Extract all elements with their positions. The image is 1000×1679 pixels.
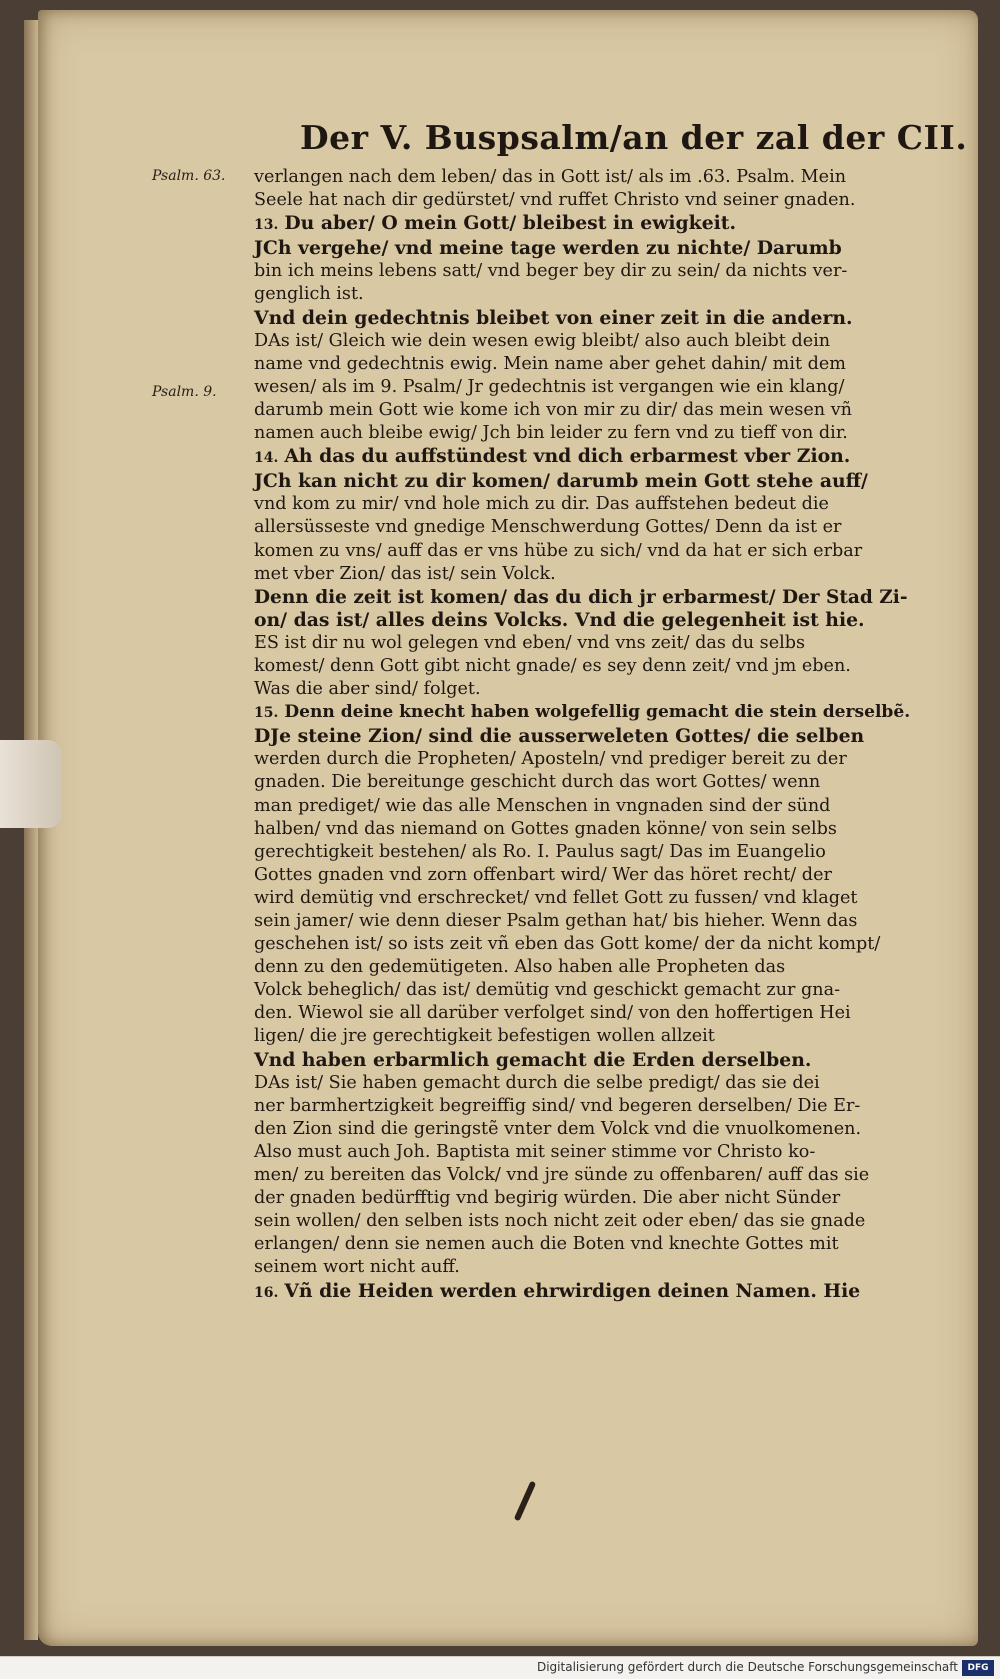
text-line — [254, 330, 914, 353]
margin-note-psalm-63: Psalm. 63. — [152, 168, 226, 184]
text-line — [254, 445, 914, 470]
line-text: Du aber/ O mein Gott/ bleibest in ewigkeit. — [284, 212, 736, 235]
dfg-logo-icon: DFG — [962, 1660, 994, 1676]
text-line — [254, 632, 914, 655]
line-text: Vnd haben erbarmlich gemacht die Erden derselben. — [254, 1048, 812, 1071]
line-text: DJe steine Zion/ sind die ausserweleten Gottes/ die selben — [254, 725, 865, 748]
text-line — [254, 910, 914, 933]
line-text: der gnaden bedürfftig vnd begirig würden. Die aber nicht Sünder — [254, 1188, 841, 1209]
line-text: ner barmhertzigkeit begreiffig sind/ vnd begeren derselben/ Die Er- — [254, 1095, 861, 1116]
verse-number: 16. — [254, 1284, 279, 1301]
line-text: verlangen nach dem leben/ das in Gott ist/ als im .63. Psalm. Mein — [254, 167, 847, 187]
text-line — [254, 1095, 914, 1118]
line-text: darumb mein Gott wie kome ich von mir zu dir/ das mein wesen vñ — [254, 399, 852, 420]
text-line — [254, 516, 914, 539]
line-text: halben/ vnd das niemand on Gottes gnaden könne/ von sein selbs — [254, 818, 837, 839]
text-line — [254, 586, 914, 609]
line-text: den. Wiewol sie all darüber verfolget sind/ von den hoffertigen Hei — [254, 1003, 851, 1024]
verse-number: 13. — [254, 217, 279, 234]
line-text: met vber Zion/ das ist/ sein Volck. — [254, 563, 556, 584]
text-line — [254, 1002, 914, 1025]
line-text: Volck beheglich/ das ist/ demütig vnd geschickt gemacht zur gna- — [254, 980, 841, 1001]
text-line — [254, 609, 914, 632]
text-line — [254, 189, 914, 212]
bookmark-strip — [0, 740, 62, 828]
text-line — [254, 1025, 914, 1048]
text-line — [254, 1210, 914, 1233]
text-line — [254, 376, 914, 399]
line-text: genglich ist. — [254, 284, 364, 305]
page-edge — [24, 20, 38, 1640]
line-text: on/ das ist/ alles deins Volcks. Vnd die gelegenheit ist hie. — [254, 608, 865, 631]
line-text: men/ zu bereiten das Volck/ vnd jre sünde zu offenbaren/ auff das sie — [254, 1165, 870, 1186]
text-line — [254, 1049, 914, 1072]
line-text: gnaden. Die bereitunge geschicht durch das wort Gottes/ wenn — [254, 772, 821, 793]
text-line — [254, 260, 914, 283]
text-line — [254, 748, 914, 771]
text-line — [254, 166, 914, 189]
line-text: Vñ die Heiden werden ehrwirdigen deinen Namen. Hie — [284, 1279, 861, 1302]
text-line — [254, 1256, 914, 1279]
line-text: man prediget/ wie das alle Menschen in vngnaden sind der sünd — [254, 795, 831, 816]
line-text: ligen/ die jre gerechtigkeit befestigen wollen allzeit — [254, 1026, 715, 1047]
text-line — [254, 1118, 914, 1141]
text-line — [254, 1072, 914, 1095]
line-text: Vnd dein gedechtnis bleibet von einer zeit in die andern. — [254, 306, 853, 329]
line-text: bin ich meins lebens satt/ vnd beger bey dir zu sein/ da nichts ver- — [254, 261, 848, 282]
line-text: Was die aber sind/ folget. — [254, 679, 481, 700]
line-text: JCh kan nicht zu dir komen/ darumb mein Gott stehe auff/ — [254, 470, 868, 493]
verse-number: 14. — [254, 450, 279, 467]
line-text: wird demütig vnd erschrecket/ vnd fellet Gott zu fussen/ vnd klaget — [254, 887, 858, 908]
text-line — [254, 887, 914, 910]
margin-note-psalm-9: Psalm. 9. — [152, 384, 217, 400]
text-line — [254, 771, 914, 794]
text-line — [254, 563, 914, 586]
line-text: Seele hat nach dir gedürstet/ vnd ruffet Christo vnd seiner gnaden. — [254, 190, 856, 211]
line-text: Gottes gnaden vnd zorn offenbart wird/ Wer das höret recht/ der — [254, 864, 832, 885]
text-line — [254, 841, 914, 864]
line-text: name vnd gedechtnis ewig. Mein name aber gehet dahin/ mit dem — [254, 353, 846, 374]
line-text: komen zu vns/ auff das er vns hübe zu sich/ vnd da hat er sich erbar — [254, 540, 863, 561]
text-line — [254, 979, 914, 1002]
line-text: seinem wort nicht auff. — [254, 1257, 460, 1278]
line-text: wesen/ als im 9. Psalm/ Jr gedechtnis ist vergangen wie ein klang/ — [254, 376, 845, 397]
text-line — [254, 212, 914, 237]
text-line — [254, 493, 914, 516]
text-line — [254, 1233, 914, 1256]
line-text: namen auch bleibe ewig/ Jch bin leider zu fern vnd zu tieff von dir. — [254, 423, 848, 444]
text-line — [254, 283, 914, 306]
text-line — [254, 678, 914, 701]
text-line — [254, 470, 914, 493]
text-line — [254, 237, 914, 260]
page-heading: Der V. Buspsalm/an der zal der CII. — [300, 118, 968, 157]
line-text: sein wollen/ den selben ists noch nicht zeit oder eben/ das sie gnade — [254, 1211, 866, 1232]
line-text: komest/ denn Gott gibt nicht gnade/ es sey denn zeit/ vnd jm eben. — [254, 655, 851, 676]
line-text: geschehen ist/ so ists zeit vñ eben das Gott kome/ der da nicht kompt/ — [254, 934, 881, 955]
line-text: DAs ist/ Gleich wie dein wesen ewig bleibt/ also auch bleibt dein — [254, 330, 831, 351]
line-text: allersüsseste vnd gnedige Menschwerdung Gottes/ Denn da ist er — [254, 517, 842, 538]
line-text: erlangen/ denn sie nemen auch die Boten vnd knechte Gottes mit — [254, 1234, 839, 1255]
text-line — [254, 818, 914, 841]
text-line — [254, 655, 914, 678]
text-line — [254, 725, 914, 748]
text-line — [254, 956, 914, 979]
text-line — [254, 1280, 914, 1305]
line-text: Denn deine knecht haben wolgefellig gemacht die stein derselbẽ. — [284, 702, 911, 723]
verse-number: 15. — [254, 705, 279, 722]
text-line — [254, 864, 914, 887]
text-line — [254, 1187, 914, 1210]
line-text: Denn die zeit ist komen/ das du dich jr erbarmest/ Der Stad Zi- — [254, 586, 908, 608]
line-text: DAs ist/ Sie haben gemacht durch die selbe predigt/ das sie dei — [254, 1072, 820, 1093]
text-line — [254, 422, 914, 445]
text-line — [254, 307, 914, 330]
line-text: Ah das du auffstündest vnd dich erbarmest vber Zion. — [284, 445, 851, 468]
text-line — [254, 795, 914, 818]
line-text: den Zion sind die geringstẽ vnter dem Volck vnd die vnuolkomenen. — [254, 1118, 862, 1139]
line-text: sein jamer/ wie denn dieser Psalm gethan hat/ bis hieher. Wenn das — [254, 911, 858, 931]
text-line — [254, 701, 914, 725]
text-line — [254, 1164, 914, 1187]
line-text: denn zu den gedemütigeten. Also haben alle Propheten das — [254, 957, 786, 978]
line-text: vnd kom zu mir/ vnd hole mich zu dir. Das auffstehen bedeut die — [254, 494, 829, 515]
line-text: gerechtigkeit bestehen/ als Ro. I. Paulus sagt/ Das im Euangelio — [254, 841, 826, 862]
line-text: JCh vergehe/ vnd meine tage werden zu nichte/ Darumb — [254, 237, 842, 260]
text-line — [254, 540, 914, 563]
line-text: werden durch die Propheten/ Aposteln/ vnd prediger bereit zu der — [254, 749, 847, 770]
text-line — [254, 1141, 914, 1164]
footer-bar — [0, 1656, 1000, 1679]
text-line — [254, 933, 914, 956]
footer-credit: Digitalisierung gefördert durch die Deutsche Forschungsgemeinschaft — [536, 1660, 958, 1674]
text-line — [254, 353, 914, 376]
line-text: Also must auch Joh. Baptista mit seiner stimme vor Christo ko- — [254, 1141, 816, 1162]
body-text — [254, 166, 914, 1305]
text-line — [254, 399, 914, 422]
line-text: ES ist dir nu wol gelegen vnd eben/ vnd vns zeit/ das du selbs — [254, 632, 806, 653]
